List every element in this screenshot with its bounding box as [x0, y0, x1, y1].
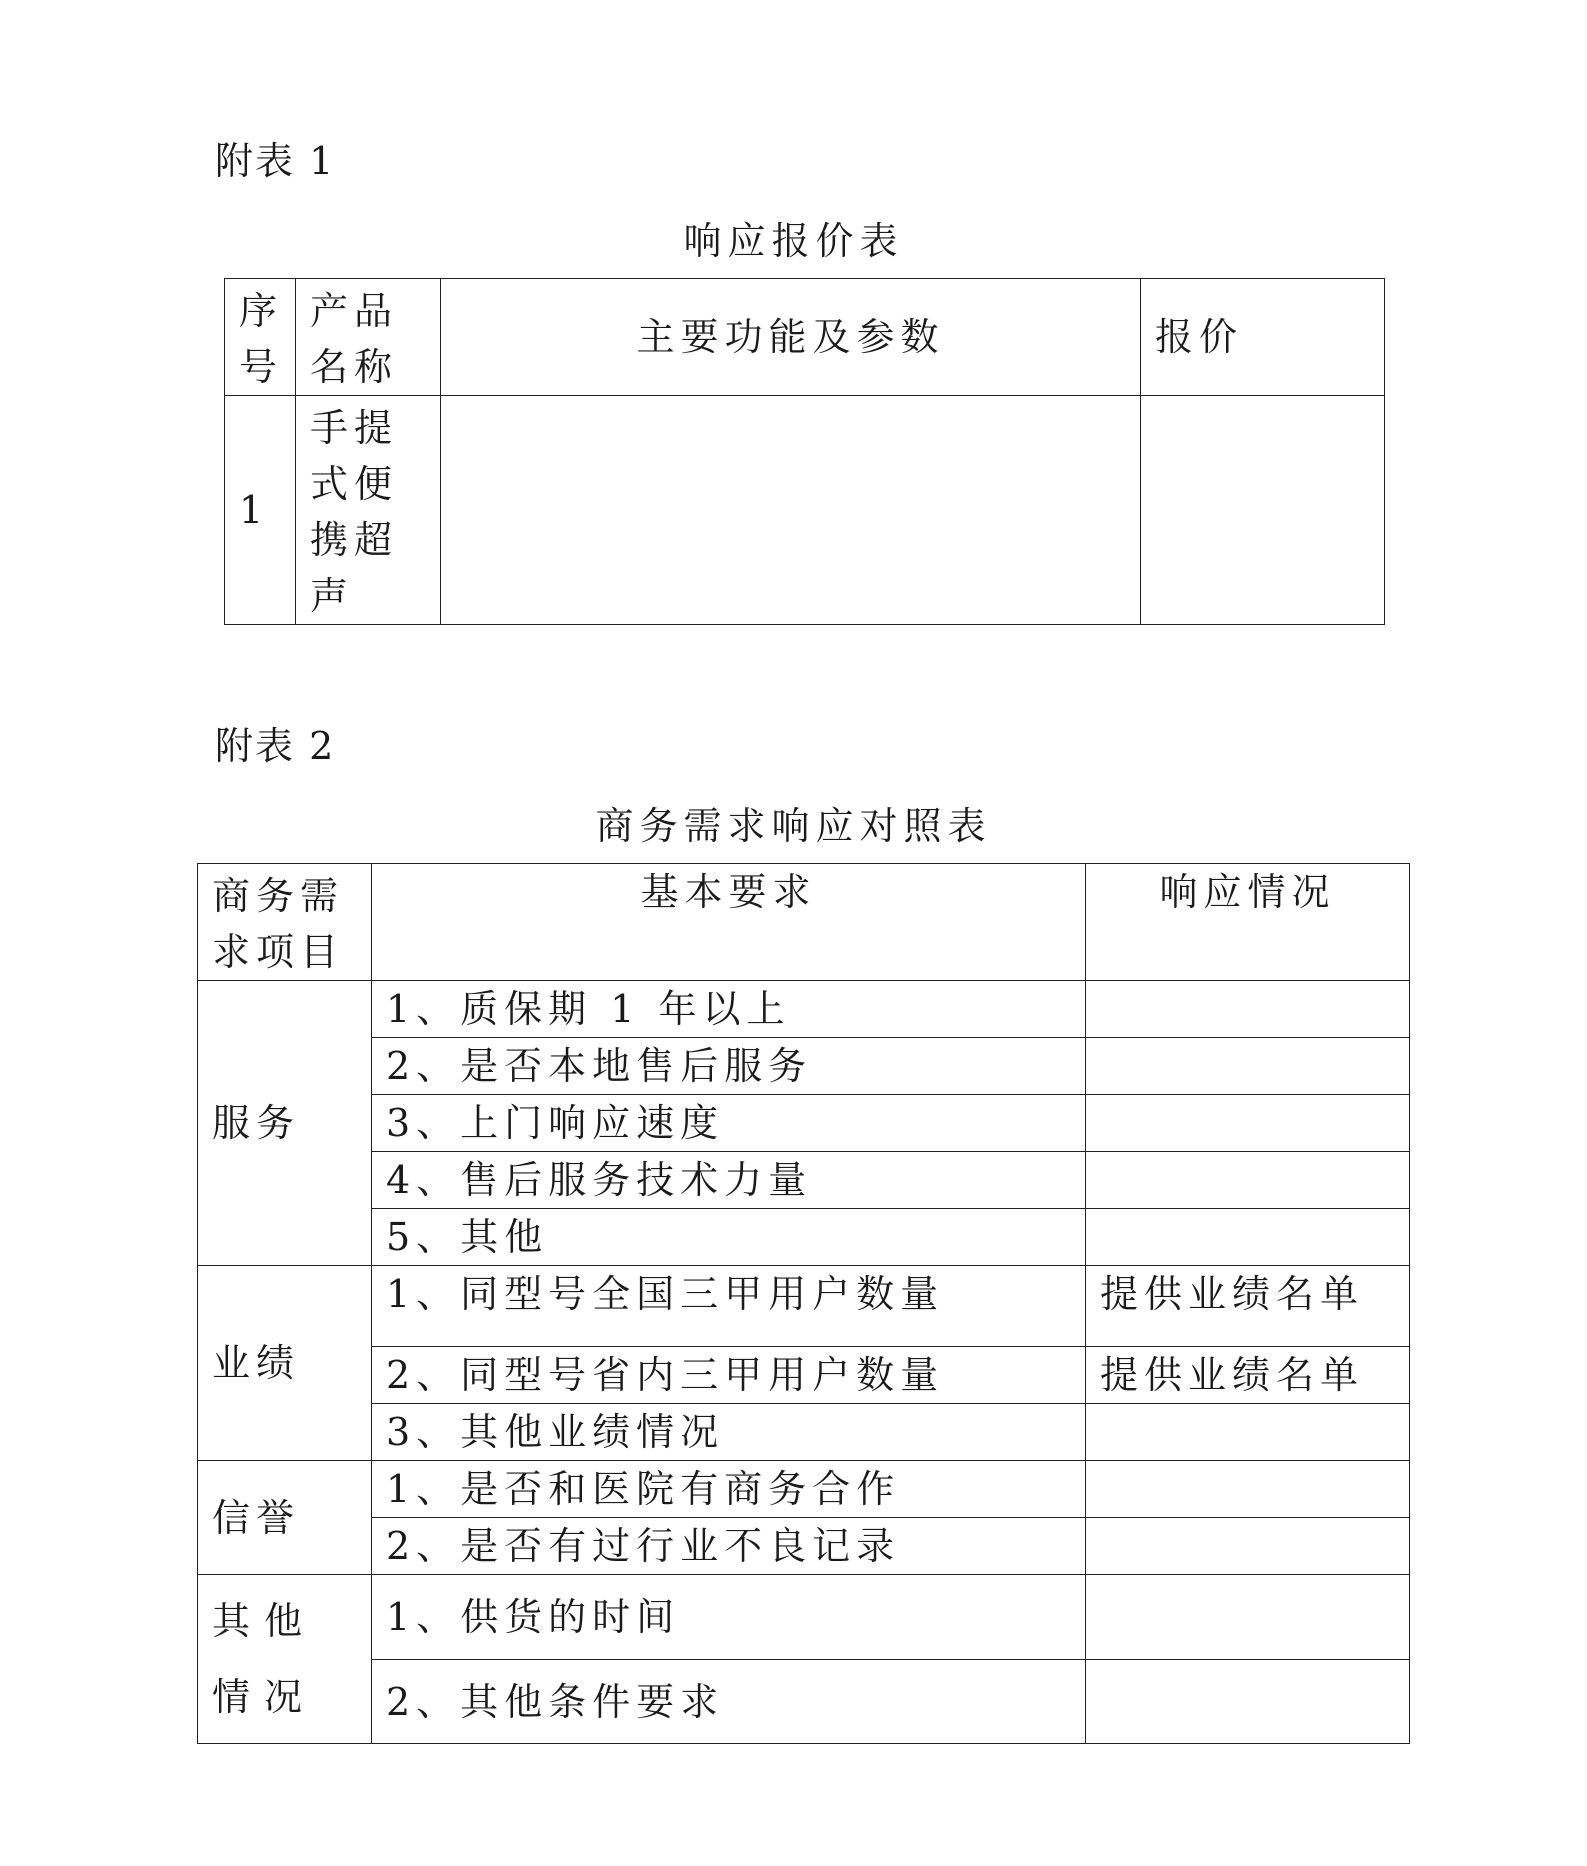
header-price: 报价: [1141, 279, 1385, 396]
quote-table-row: [225, 396, 1385, 625]
table-row: [198, 1209, 1410, 1266]
response-cell[interactable]: 提供业绩名单: [1086, 1266, 1410, 1347]
business-table-header-row: [198, 864, 1410, 981]
annex-2-label: 附表 2: [215, 724, 336, 768]
requirement-cell: 1、质保期 1 年以上: [372, 981, 1086, 1038]
table-row: [198, 1347, 1410, 1404]
response-cell[interactable]: [1086, 981, 1410, 1038]
response-cell[interactable]: [1086, 1660, 1410, 1744]
requirement-cell: 3、上门响应速度: [372, 1095, 1086, 1152]
requirement-cell: 1、是否和医院有商务合作: [372, 1461, 1086, 1518]
quote-table: [224, 278, 1385, 625]
requirement-cell: 4、售后服务技术力量: [372, 1152, 1086, 1209]
quote-table-header-row: [225, 279, 1385, 396]
table-row: [198, 1575, 1410, 1660]
business-table: [197, 863, 1410, 1744]
requirement-cell: 1、同型号全国三甲用户数量: [372, 1266, 1086, 1347]
header-item: 商务需求项目: [198, 864, 372, 981]
header-product-name: 产品名称: [296, 279, 441, 396]
response-cell[interactable]: [1086, 1575, 1410, 1660]
table-row: [198, 1461, 1410, 1518]
requirement-cell: 1、供货的时间: [372, 1575, 1086, 1660]
response-cell[interactable]: [1086, 1461, 1410, 1518]
header-response: 响应情况: [1086, 864, 1410, 981]
response-cell[interactable]: 提供业绩名单: [1086, 1347, 1410, 1404]
response-cell[interactable]: [1086, 1404, 1410, 1461]
table-row: [198, 1266, 1410, 1347]
quote-table-caption: 响应报价表: [683, 219, 904, 263]
requirement-cell: 2、其他条件要求: [372, 1660, 1086, 1744]
category-reputation: 信誉: [198, 1461, 372, 1575]
requirement-cell: 3、其他业绩情况: [372, 1404, 1086, 1461]
row-seq: 1: [225, 396, 296, 625]
response-cell[interactable]: [1086, 1209, 1410, 1266]
response-cell[interactable]: [1086, 1095, 1410, 1152]
requirement-cell: 2、是否有过行业不良记录: [372, 1518, 1086, 1575]
requirement-cell: 5、其他: [372, 1209, 1086, 1266]
table-row: [198, 1404, 1410, 1461]
header-seq: 序号: [225, 279, 296, 396]
response-cell[interactable]: [1086, 1152, 1410, 1209]
header-spec: 主要功能及参数: [441, 279, 1141, 396]
business-table-caption: 商务需求响应对照表: [595, 804, 992, 848]
table-row: [198, 981, 1410, 1038]
requirement-cell: 2、是否本地售后服务: [372, 1038, 1086, 1095]
row-product-name: 手提式便携超声: [296, 396, 441, 625]
table-row: [198, 1660, 1410, 1744]
requirement-cell: 2、同型号省内三甲用户数量: [372, 1347, 1086, 1404]
annex-1-label: 附表 1: [215, 139, 336, 183]
header-requirement: 基本要求: [372, 864, 1086, 981]
table-row: [198, 1518, 1410, 1575]
table-row: [198, 1038, 1410, 1095]
category-service: 服务: [198, 981, 372, 1266]
row-spec[interactable]: [441, 396, 1141, 625]
response-cell[interactable]: [1086, 1518, 1410, 1575]
table-row: [198, 1095, 1410, 1152]
response-cell[interactable]: [1086, 1038, 1410, 1095]
table-row: [198, 1152, 1410, 1209]
category-other: 其他情况: [198, 1575, 372, 1744]
row-price[interactable]: [1141, 396, 1385, 625]
category-performance: 业绩: [198, 1266, 372, 1461]
